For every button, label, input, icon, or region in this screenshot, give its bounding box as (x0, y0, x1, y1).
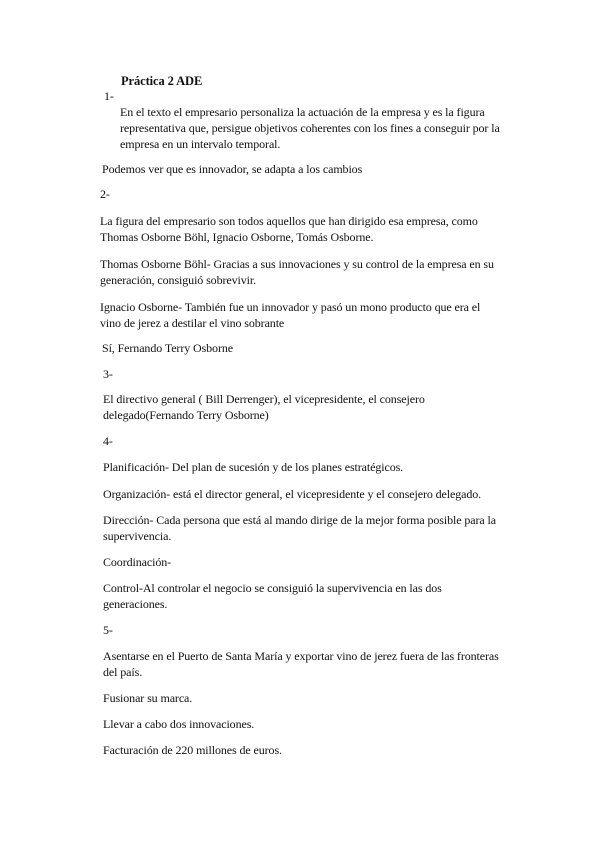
section-1-number: 1- (104, 89, 114, 103)
section-3-line: delegado(Fernando Terry Osborne) (103, 408, 269, 422)
section-5-asentarse-line: del país. (103, 665, 143, 679)
section-3-line: El directivo general ( Bill Derrenger), el vicepresidente, el consejero (103, 392, 425, 406)
section-1-paragraph-line: representativa que, persigue objetivos coherentes con los fines a conseguir por la (120, 121, 500, 135)
section-4-planificacion: Planificación- Del plan de sucesión y de los planes estratégicos. (103, 460, 404, 474)
section-1-paragraph-line: empresa en un intervalo temporal. (120, 137, 281, 151)
section-5-fusionar: Fusionar su marca. (103, 691, 193, 705)
section-5-number: 5- (103, 623, 113, 637)
section-2-paragraph-line: Thomas Osborne Böhl, Ignacio Osborne, Tomás Osborne. (100, 230, 374, 244)
section-5-innovaciones: Llevar a cabo dos innovaciones. (103, 717, 255, 731)
section-4-direccion-line: Dirección- Cada persona que está al mando dirige de la mejor forma posible para la (103, 513, 496, 527)
section-1-paragraph-line: En el texto el empresario personaliza la actuación de la empresa y es la figura (120, 105, 485, 119)
section-2-paragraph-line: Ignacio Osborne- También fue un innovador y pasó un mono producto que era el (100, 300, 481, 314)
section-2-paragraph-line: vino de jerez a destilar el vino sobrante (100, 316, 285, 330)
section-4-control-line: Control-Al controlar el negocio se consiguió la supervivencia en las dos (103, 581, 442, 595)
section-2-paragraph-line: La figura del empresario son todos aquellos que han dirigido esa empresa, como (100, 214, 478, 228)
section-1-note: Podemos ver que es innovador, se adapta a los cambios (102, 162, 363, 176)
section-2-paragraph-line: Thomas Osborne Böhl- Gracias a sus innovaciones y su control de la empresa en su (100, 257, 494, 271)
section-4-direccion-line: supervivencia. (103, 529, 172, 543)
section-4-organizacion: Organización- está el director general, el vicepresidente y el consejero delegado. (103, 487, 482, 501)
section-5-asentarse-line: Asentarse en el Puerto de Santa María y exportar vino de jerez fuera de las fronteras (103, 649, 499, 663)
section-4-coordinacion: Coordinación- (103, 555, 172, 569)
section-2-number: 2- (100, 187, 110, 201)
section-4-number: 4- (103, 434, 113, 448)
section-3-number: 3- (103, 367, 113, 381)
section-5-facturacion: Facturación de 220 millones de euros. (103, 743, 282, 757)
document-title: Práctica 2 ADE (121, 74, 203, 88)
section-4-control-line: generaciones. (103, 597, 168, 611)
section-2-paragraph-line: generación, consiguió sobrevivir. (100, 273, 256, 287)
section-2-answer: Sí, Fernando Terry Osborne (102, 341, 233, 355)
